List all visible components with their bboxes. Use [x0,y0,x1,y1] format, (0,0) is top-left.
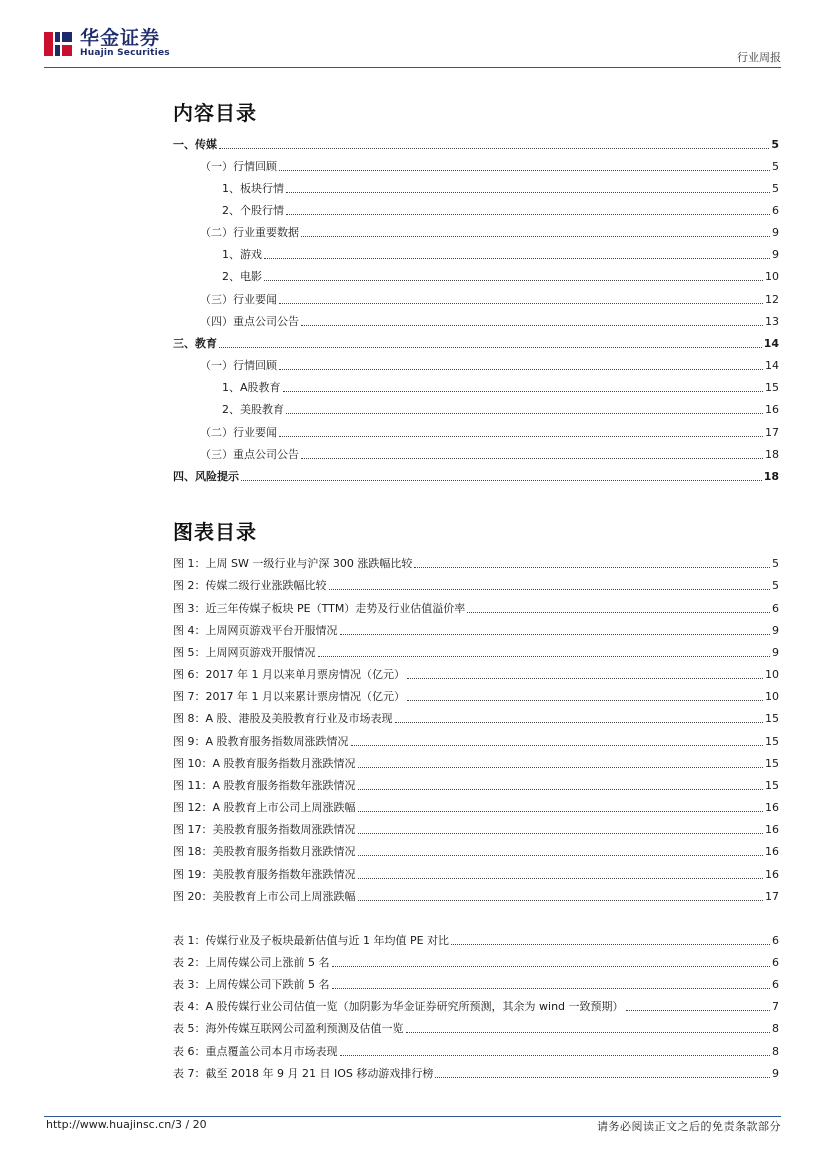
toc-page: 16 [765,403,779,416]
figure-page: 10 [765,690,779,703]
toc-page: 15 [765,381,779,394]
toc-page: 5 [772,182,779,195]
toc-label: 1、游戏 [222,248,262,261]
leader-dots [301,325,763,326]
table-page: 9 [772,1067,779,1080]
leader-dots [283,391,763,392]
toc-entry[interactable] [200,424,779,440]
figure-label: 图 19：美股教育服务指数年涨跌情况 [173,868,356,881]
figure-entry[interactable] [173,600,779,616]
toc-page: 5 [772,160,779,173]
page-header [0,0,827,70]
table-label: 表 3：上周传媒公司下跌前 5 名 [173,978,330,991]
figure-page: 5 [772,579,779,592]
leader-dots [626,1010,770,1011]
toc-label: 2、电影 [222,270,262,283]
figure-label: 图 20：美股教育上市公司上周涨跌幅 [173,890,356,903]
leader-dots [395,722,763,723]
figure-label: 图 18：美股教育服务指数月涨跌情况 [173,845,356,858]
toc-page: 14 [765,359,779,372]
toc-entry[interactable] [222,202,779,218]
table-page: 6 [772,978,779,991]
table-entry[interactable] [173,1020,779,1036]
toc-entry[interactable] [222,268,779,284]
leader-dots [301,458,763,459]
table-entry[interactable] [173,998,779,1014]
table-label: 表 5：海外传媒互联网公司盈利预测及估值一览 [173,1022,404,1035]
table-entry[interactable] [173,1043,779,1059]
toc-entry[interactable] [222,401,779,417]
figure-entry[interactable] [173,622,779,638]
toc-label: （一）行情回顾 [200,160,277,173]
leader-dots [264,258,770,259]
figure-label: 图 11：A 股教育服务指数年涨跌情况 [173,779,356,792]
figure-label: 图 5：上周网页游戏开服情况 [173,646,316,659]
figure-page: 15 [765,735,779,748]
table-page: 6 [772,956,779,969]
leader-dots [264,280,763,281]
figure-label: 图 2：传媒二级行业涨跌幅比较 [173,579,327,592]
figure-page: 9 [772,624,779,637]
figure-entry[interactable] [173,666,779,682]
toc-page: 17 [765,426,779,439]
toc-label: 2、个股行情 [222,204,284,217]
figure-page: 6 [772,602,779,615]
figure-page: 15 [765,757,779,770]
table-page: 8 [772,1022,779,1035]
company-name-en: Huajin Securities [80,48,170,58]
figure-entry[interactable] [173,555,779,571]
figure-label: 图 9：A 股教育服务指数周涨跌情况 [173,735,349,748]
company-name-cn: 华金证券 [80,27,161,49]
toc-label: 三、教育 [173,337,217,350]
footer-divider [44,1116,781,1117]
figure-entry[interactable] [173,777,779,793]
leader-dots [358,789,763,790]
table-entry[interactable] [173,976,779,992]
leader-dots [286,413,763,414]
toc-label: 1、A股教育 [222,381,281,394]
leader-dots [286,192,770,193]
leader-dots [358,878,764,879]
toc-page: 18 [763,470,779,483]
leader-dots [219,148,769,149]
toc-entry[interactable] [200,446,779,462]
footer-url-page[interactable]: http://www.huajinsc.cn/3 / 20 [46,1118,207,1131]
leader-dots [358,811,763,812]
table-page: 6 [772,934,779,947]
leader-dots [332,988,771,989]
table-page: 7 [772,1000,779,1013]
figure-page: 9 [772,646,779,659]
figure-page: 16 [765,823,779,836]
toc-entry[interactable] [200,224,779,240]
leader-dots [241,480,762,481]
leader-dots [435,1077,770,1078]
figure-entry[interactable] [173,888,779,904]
toc-page: 12 [765,293,779,306]
table-label: 表 7：截至 2018 年 9 月 21 日 IOS 移动游戏排行榜 [173,1067,434,1080]
toc-entry[interactable] [173,136,779,152]
toc-page: 13 [765,315,779,328]
leader-dots [358,767,763,768]
document-type: 行业周报 [737,51,781,64]
toc-entry[interactable] [200,313,779,329]
figure-label: 图 12：A 股教育上市公司上周涨跌幅 [173,801,356,814]
figure-page: 16 [765,868,779,881]
toc-label: （二）行业重要数据 [200,226,299,239]
figure-entry[interactable] [173,733,779,749]
leader-dots [358,900,764,901]
toc-label: 2、美股教育 [222,403,284,416]
figure-entry[interactable] [173,644,779,660]
figure-label: 图 10：A 股教育服务指数月涨跌情况 [173,757,356,770]
toc-page: 14 [763,337,779,350]
figure-page: 17 [765,890,779,903]
figure-label: 图 1：上周 SW 一级行业与沪深 300 涨跌幅比较 [173,557,413,570]
toc-label: （二）行业要闻 [200,426,277,439]
toc-label: 一、传媒 [173,138,217,151]
table-page: 8 [772,1045,779,1058]
table-label: 表 2：上周传媒公司上涨前 5 名 [173,956,330,969]
contents-title: 内容目录 [173,101,257,125]
figure-label: 图 8：A 股、港股及美股教育行业及市场表现 [173,712,393,725]
table-label: 表 6：重点覆盖公司本月市场表现 [173,1045,338,1058]
figure-page: 15 [765,779,779,792]
toc-page: 6 [772,204,779,217]
leader-dots [414,567,770,568]
toc-page: 10 [765,270,779,283]
toc-entry[interactable] [222,180,779,196]
figure-page: 10 [765,668,779,681]
toc-entry[interactable] [173,468,779,484]
figure-entry[interactable] [173,799,779,815]
toc-entry[interactable] [222,246,779,262]
figure-entry[interactable] [173,843,779,859]
leader-dots [279,170,770,171]
figure-label: 图 7：2017 年 1 月以来累计票房情况（亿元） [173,690,405,703]
leader-dots [318,656,771,657]
leader-dots [406,1032,771,1033]
toc-page: 18 [765,448,779,461]
leader-dots [279,303,763,304]
leader-dots [358,855,764,856]
figure-page: 15 [765,712,779,725]
toc-label: （三）行业要闻 [200,293,277,306]
figure-page: 16 [765,845,779,858]
toc-entry[interactable] [200,158,779,174]
figure-entry[interactable] [173,688,779,704]
figure-page: 5 [772,557,779,570]
toc-entry[interactable] [200,357,779,373]
toc-entry[interactable] [222,379,779,395]
toc-label: 1、板块行情 [222,182,284,195]
table-entry[interactable] [173,1065,779,1081]
leader-dots [340,634,771,635]
figure-label: 图 3：近三年传媒子板块 PE（TTM）走势及行业估值溢价率 [173,602,466,615]
figure-entry[interactable] [173,866,779,882]
leader-dots [279,369,763,370]
toc-entry[interactable] [173,335,779,351]
toc-page: 5 [771,138,779,151]
leader-dots [467,612,770,613]
figures-title: 图表目录 [173,520,257,544]
figure-page: 16 [765,801,779,814]
footer-disclaimer: 请务必阅读正文之后的免责条款部分 [597,1120,781,1133]
leader-dots [329,589,771,590]
figure-label: 图 6：2017 年 1 月以来单月票房情况（亿元） [173,668,405,681]
leader-dots [351,745,763,746]
toc-label: （一）行情回顾 [200,359,277,372]
toc-page: 9 [772,226,779,239]
figure-entry[interactable] [173,821,779,837]
table-entry[interactable] [173,932,779,948]
leader-dots [340,1055,771,1056]
toc-label: （四）重点公司公告 [200,315,299,328]
figure-entry[interactable] [173,755,779,771]
table-entry[interactable] [173,954,779,970]
leader-dots [451,944,770,945]
leader-dots [301,236,770,237]
figure-label: 图 4：上周网页游戏平台开服情况 [173,624,338,637]
figure-entry[interactable] [173,577,779,593]
leader-dots [286,214,770,215]
toc-entry[interactable] [200,291,779,307]
header-divider [44,67,781,68]
leader-dots [219,347,762,348]
leader-dots [279,436,763,437]
figure-label: 图 17：美股教育服务指数周涨跌情况 [173,823,356,836]
toc-page: 9 [772,248,779,261]
toc-label: 四、风险提示 [173,470,239,483]
figure-entry[interactable] [173,710,779,726]
toc-label: （三）重点公司公告 [200,448,299,461]
company-logo [44,28,170,59]
leader-dots [407,700,763,701]
huajin-logo-icon [44,30,72,58]
leader-dots [332,966,771,967]
table-label: 表 4：A 股传媒行业公司估值一览（加阴影为华金证券研究所预测，其余为 wind 一致预期） [173,1000,624,1013]
leader-dots [407,678,763,679]
leader-dots [358,833,764,834]
table-label: 表 1：传媒行业及子板块最新估值与近 1 年均值 PE 对比 [173,934,450,947]
